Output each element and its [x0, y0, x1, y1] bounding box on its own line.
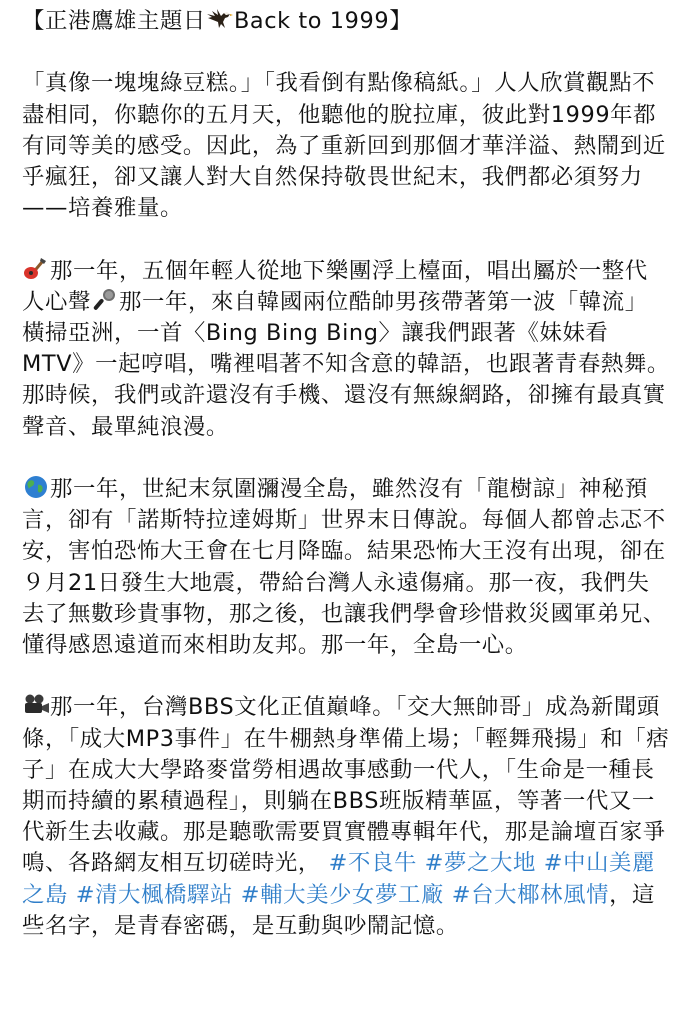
paragraph-intro: 「真像一塊塊綠豆糕。」「我看倒有點像稿紙。」人人欣賞觀點不盡相同，你聽你的五月天，他聽他的脫拉庫，彼此對1999年都有同等美的感受。因此，為了重新回到那個才華洋溢、熱鬧到近乎瘋狂，卻又讓人對大自然保持敬畏世紀末，我們都必須努力——培養雅量。	[22, 70, 666, 222]
hashtag-link[interactable]: #夢之大地	[424, 850, 536, 877]
hashtag-link[interactable]: #清大楓橋驛站	[75, 881, 234, 908]
paragraph-bbs-end: ，這些名字，是青春密碼，是互動與吵鬧記憶。	[22, 881, 656, 939]
title-text-end: Back to 1999】	[233, 8, 413, 34]
globe-icon	[22, 475, 50, 499]
title-text-start: 【正港鷹雄主題日	[22, 8, 206, 34]
paragraph-music-text-a: 那一年，五個年輕人從地下樂團浮上檯面，唱出屬於一整代人心聲	[22, 257, 648, 315]
paragraph-bbs-text: 那一年，台灣BBS文化正值巔峰。「交大無帥哥」成為新聞頭條，「成大MP3事件」在牛棚熱身準備上場；「輕舞飛揚」和「痞子」在成大大學路麥當勞相遇故事感動一代人，「生命是一種長期而持續的累積過程」，則躺在BBS班版精華區，等著一代又一代新生去收藏。那是聽歌需要買實體專輯年代，那是論壇百家爭鳴、各路網友相互切磋時光，	[22, 694, 670, 877]
guitar-icon	[22, 257, 50, 281]
hashtag-link[interactable]: #不良牛	[328, 850, 417, 877]
hashtag-link[interactable]: #台大椰林風情	[451, 881, 610, 908]
post-title	[22, 6, 670, 37]
paragraph-bbs	[22, 692, 670, 942]
paragraph-music-text-b: 那一年，來自韓國兩位酷帥男孩帶著第一波「韓流」橫掃亞洲，一首〈Bing Bing Bing〉讓我們跟著《妹妹看 MTV》一起哼唱，嘴裡唱著不知含意的韓語，也跟著青春熱舞。那時候，我們或許還沒有手機、還沒有無線網路，卻擁有最真實聲音、最單純浪漫。	[22, 288, 670, 440]
hashtag-link[interactable]: #輔大美少女夢工廠	[240, 881, 445, 908]
paragraph-millennium-text: 那一年，世紀末氛圍瀰漫全島，雖然沒有「龍樹諒」神秘預言，卻有「諾斯特拉達姆斯」世界末日傳說。每個人都曾忐忑不安，害怕恐怖大王會在七月降臨。結果恐怖大王沒有出現，卻在９月21日發生大地震，帶給台灣人永遠傷痛。那一夜，我們失去了無數珍貴事物，那之後，也讓我們學會珍惜救災國軍弟兄、懂得感恩遠道而來相助友邦。那一年，全島一心。	[22, 476, 666, 659]
microphone-icon	[91, 288, 119, 312]
paragraph-millennium	[22, 474, 670, 661]
eagle-icon	[206, 7, 234, 31]
hashtag-link[interactable]: #中山美麗之島	[22, 850, 656, 908]
paragraph-music	[22, 256, 670, 443]
movie-camera-icon	[22, 693, 50, 717]
